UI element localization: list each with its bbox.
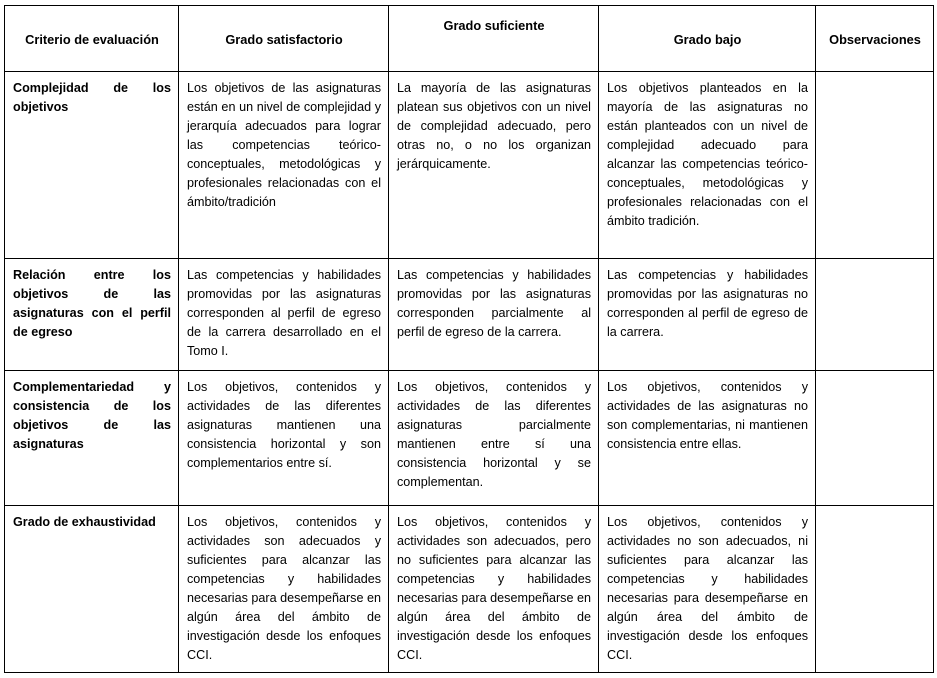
criterio-cell: Complementariedad y consistencia de los objetivos de las asignaturas <box>5 371 179 506</box>
header-row <box>5 6 934 72</box>
header-grado-suficiente: Grado suficiente <box>389 6 599 72</box>
bajo-cell: Los objetivos, contenidos y actividades no son adecuados, ni suficientes para alcanzar las competencias y habilidades necesarias para desempeñarse en algún área del ámbito de investigación desde los enfoques CCI. <box>599 506 816 673</box>
bajo-cell: Los objetivos, contenidos y actividades de las asignaturas no son complementarias, ni mantienen consistencia entre ellas. <box>599 371 816 506</box>
bajo-cell: Los objetivos planteados en la mayoría de las asignaturas no están planteados con un nivel de complejidad adecuado para alcanzar las competencias teórico-conceptuales, metodológicas y profesionales relacionadas con el ámbito tradición. <box>599 72 816 259</box>
table-row <box>5 72 934 259</box>
satisfactorio-cell: Los objetivos, contenidos y actividades son adecuados y suficientes para alcanzar las competencias y habilidades necesarias para desempeñarse en algún área del ámbito de investigación desde los enfoques CCI. <box>179 506 389 673</box>
header-criterio: Criterio de evaluación <box>5 6 179 72</box>
satisfactorio-cell: Los objetivos de las asignaturas están en un nivel de complejidad y jerarquía adecuados para lograr las competencias teórico-conceptuales, metodológicas y profesionales relacionadas con el ámbito/tradición <box>179 72 389 259</box>
criterio-cell: Relación entre los objetivos de las asignaturas con el perfil de egreso <box>5 259 179 371</box>
header-observaciones: Observaciones <box>816 6 934 72</box>
table-row <box>5 259 934 371</box>
suficiente-cell: Los objetivos, contenidos y actividades son adecuados, pero no suficientes para alcanzar las competencias y habilidades necesarias para desempeñarse en algún área del ámbito de investigación desde los enfoques CCI. <box>389 506 599 673</box>
observaciones-cell <box>816 72 934 259</box>
satisfactorio-cell: Los objetivos, contenidos y actividades de las diferentes asignaturas mantienen una consistencia horizontal y son complementarios entre sí. <box>179 371 389 506</box>
header-grado-satisfactorio: Grado satisfactorio <box>179 6 389 72</box>
evaluation-rubric-table <box>4 5 934 673</box>
table-row <box>5 506 934 673</box>
criterio-cell: Complejidad de los objetivos <box>5 72 179 259</box>
observaciones-cell <box>816 506 934 673</box>
table-row <box>5 371 934 506</box>
criterio-cell: Grado de exhaustividad <box>5 506 179 673</box>
observaciones-cell <box>816 371 934 506</box>
bajo-cell: Las competencias y habilidades promovidas por las asignaturas no corresponden al perfil de egreso de la carrera. <box>599 259 816 371</box>
header-grado-bajo: Grado bajo <box>599 6 816 72</box>
observaciones-cell <box>816 259 934 371</box>
suficiente-cell: La mayoría de las asignaturas platean sus objetivos con un nivel de complejidad adecuado, pero otras no, o no los organizan jerárquicamente. <box>389 72 599 259</box>
satisfactorio-cell: Las competencias y habilidades promovidas por las asignaturas corresponden al perfil de egreso de la carrera desarrollado en el Tomo I. <box>179 259 389 371</box>
suficiente-cell: Los objetivos, contenidos y actividades de las diferentes asignaturas parcialmente mantienen entre sí una consistencia horizontal y se complementan. <box>389 371 599 506</box>
suficiente-cell: Las competencias y habilidades promovidas por las asignaturas corresponden parcialmente al perfil de egreso de la carrera. <box>389 259 599 371</box>
